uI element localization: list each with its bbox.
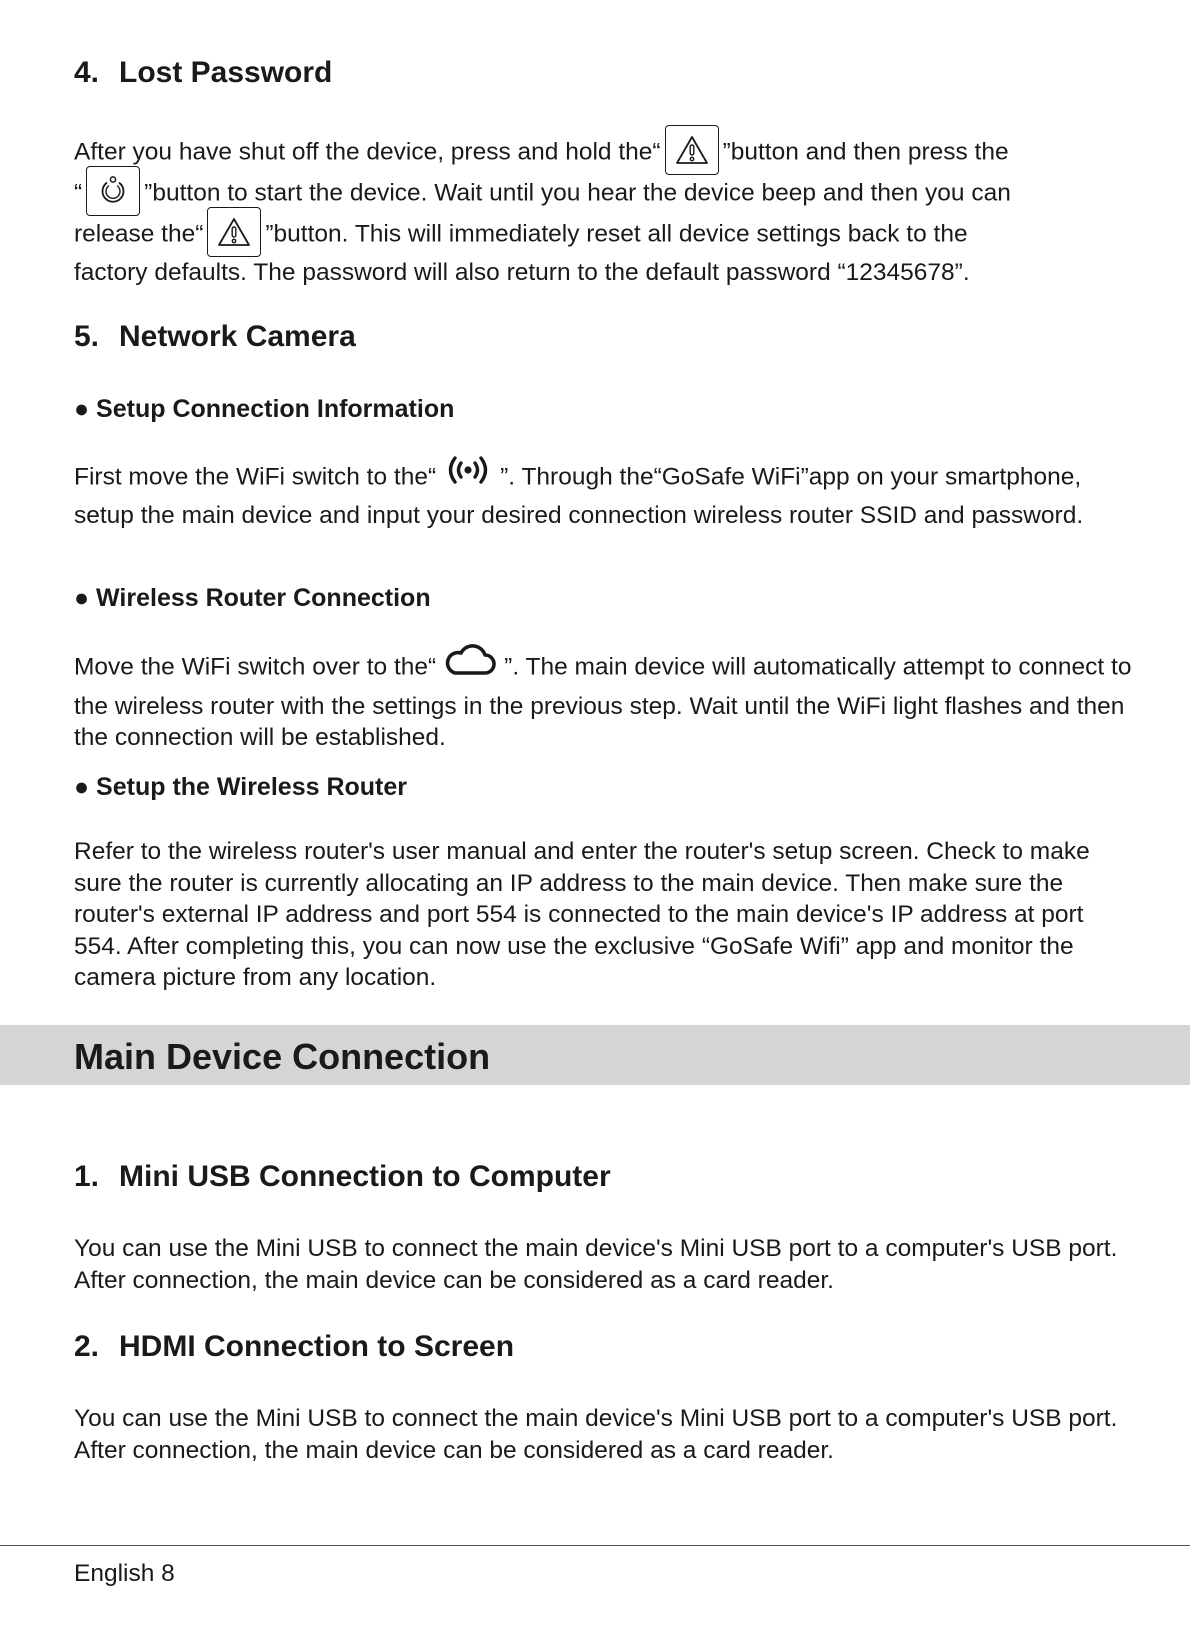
warning-icon (207, 207, 261, 257)
lost-password-line-4: factory defaults. The password will also return to the default password “12345678”. (74, 259, 970, 286)
lost-password-line-1: After you have shut off the device, press and hold the“ ”button and then press the (74, 128, 1009, 178)
subheading-setup-connection-information: ● Setup Connection Information (74, 395, 455, 423)
setup-router-paragraph: Refer to the wireless router's user manual and enter the router's setup screen. Check to make sure the router is currently allocating an IP address to the main device. Then make sure the router's external IP address and port 554 is connected to the main device's IP address at port 554. After completing this, you can now use the exclusive “GoSafe Wifi” app and monitor the camera picture from any location. (74, 838, 1090, 991)
section-title-hdmi: 2. HDMI Connection to Screen (74, 1330, 515, 1363)
section-title-mini-usb: 1. Mini USB Connection to Computer (74, 1160, 611, 1193)
wifi-broadcast-icon (442, 453, 494, 496)
section-title-network-camera: 5. Network Camera (74, 320, 356, 353)
cloud-icon (442, 642, 498, 687)
router-connection-paragraph: Move the WiFi switch over to the“ ”. The main device will automatically attempt to connect to the wireless router with the settings in the previous step. Wait until the WiFi light flashes and then the connection will be established. (74, 646, 1134, 754)
lost-password-line-2: “ ”button to start the device. Wait until you hear the device beep and then you can (74, 169, 1011, 219)
page-number: English 8 (74, 1560, 175, 1587)
subheading-wireless-router-connection: ● Wireless Router Connection (74, 584, 431, 612)
lost-password-line-3: release the“ ”button. This will immediately reset all device settings back to the (74, 210, 968, 260)
section-title-lost-password: 4. Lost Password (74, 56, 333, 89)
power-icon (86, 166, 140, 216)
main-device-connection-title: Main Device Connection (74, 1036, 491, 1077)
mini-usb-paragraph: You can use the Mini USB to connect the main device's Mini USB port to a computer's USB port. After connection, the main device can be considered as a card reader. (74, 1235, 1118, 1294)
setup-connection-paragraph: First move the WiFi switch to the“ ”. Through the“GoSafe WiFi”app on your smartphone, setup the main device and input your desired connection wireless router SSID and password. (74, 457, 1134, 531)
warning-icon (665, 125, 719, 175)
subheading-setup-wireless-router: ● Setup the Wireless Router (74, 773, 407, 801)
footer-divider (0, 1545, 1190, 1546)
hdmi-paragraph: You can use the Mini USB to connect the main device's Mini USB port to a computer's USB port. After connection, the main device can be considered as a card reader. (74, 1405, 1118, 1464)
